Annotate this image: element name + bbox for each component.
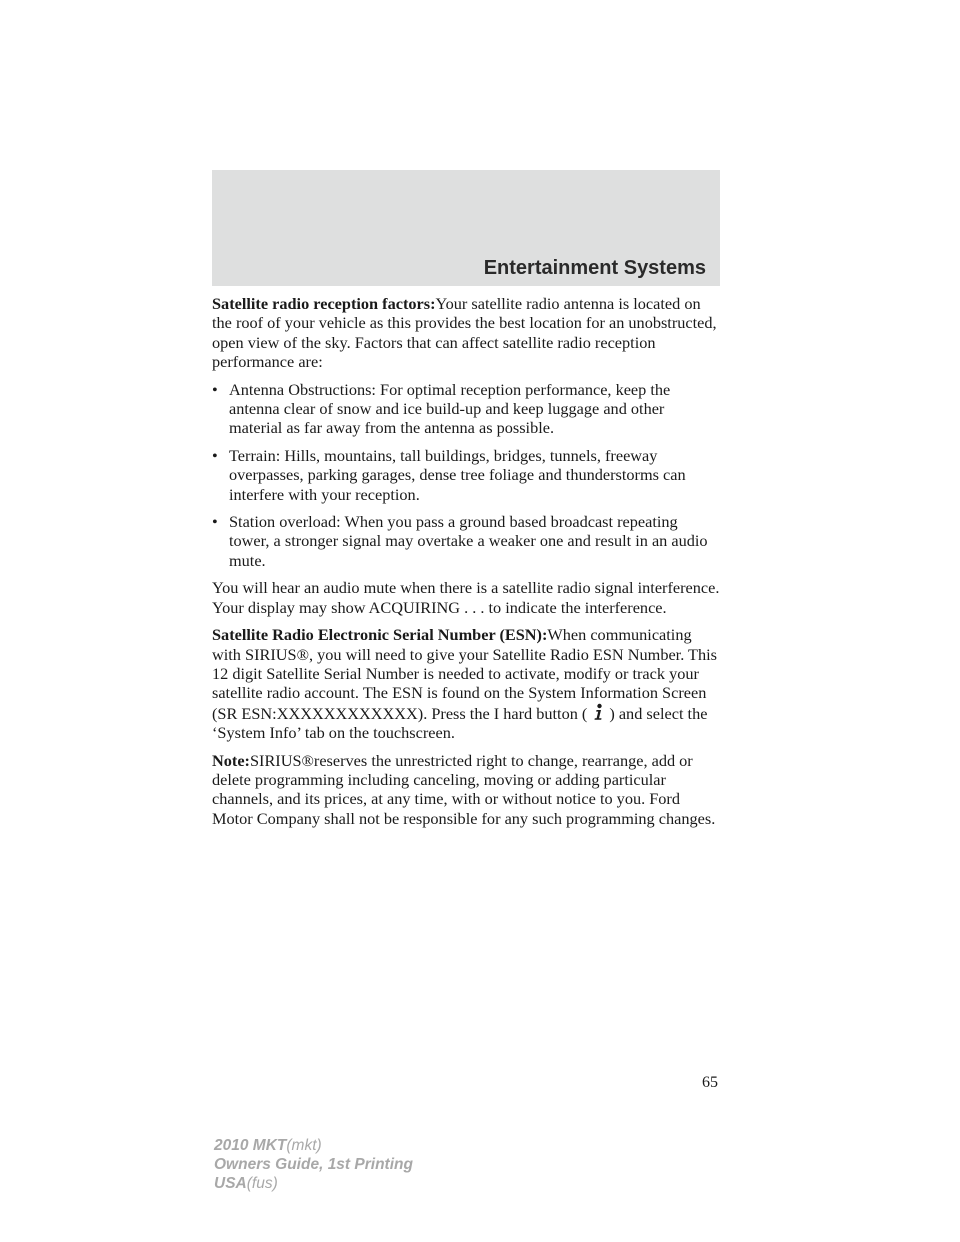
note-text: SIRIUS®reserves the unrestricted right to change, rearrange, add or delete programming including canceling, moving or adding particular channels, and its prices, at any time, with or without notice to you. Ford Motor Company shall not be responsible for any such programming changes.: [212, 750, 716, 828]
note-heading: Note:: [212, 750, 250, 770]
footer-model-code: (mkt): [286, 1137, 322, 1154]
list-item: [212, 512, 720, 570]
section-header-band: [212, 170, 720, 286]
paragraph-audio-mute: You will hear an audio mute when there is a satellite radio signal interference. Your display may show ACQUIRING . . . to indicate the interference.: [212, 578, 720, 617]
bullet: •: [212, 379, 218, 399]
esn-heading: Satellite Radio Electronic Serial Number (ESN):: [212, 625, 548, 645]
document-footer: [214, 1136, 413, 1193]
reception-factors-text: Your satellite radio antenna is located on the roof of your vehicle as this provides the best location for an unobstructed, open view of the sky. Factors that can affect satellite radio reception performance are:: [212, 294, 717, 372]
bullet: •: [212, 445, 218, 465]
page-number: 65: [702, 1074, 718, 1091]
footer-line-printing: Owners Guide, 1st Printing: [214, 1156, 413, 1173]
list-item: [212, 446, 720, 504]
footer-line-region: [214, 1174, 413, 1193]
info-icon: [589, 703, 607, 721]
footer-region-code: (fus): [246, 1175, 278, 1192]
page-content: [212, 294, 720, 836]
paragraph-reception-factors: [212, 294, 720, 372]
bullet: •: [212, 512, 218, 532]
section-title: Entertainment Systems: [483, 257, 706, 279]
list-item-text: Station overload: When you pass a ground based broadcast repeating tower, a stronger signal may overtake a weaker one and result in an audio mute.: [229, 512, 708, 570]
footer-model: 2010 MKT: [214, 1137, 287, 1154]
reception-factors-heading: Satellite radio reception factors:: [212, 294, 436, 313]
esn-text-before: When communicating with SIRIUS®, you will need to give your Satellite Radio ESN Number. This 12 digit Satellite Serial Number is needed to activate, modify or track your satellite radio account. The ESN is found on the System Information Screen (SR ESN:XXXXXXXXXXXX). Press the I hard button (: [212, 625, 717, 723]
list-item: [212, 380, 720, 438]
paragraph-esn: [212, 625, 720, 742]
esn-text-after: ) and select the ‘System Info’ tab on the touchscreen.: [212, 703, 708, 743]
footer-line-model: [214, 1136, 413, 1155]
list-item-text: Antenna Obstructions: For optimal reception performance, keep the antenna clear of snow and ice build-up and keep luggage and other material as far away from the antenna as possible.: [229, 379, 671, 438]
footer-region: USA: [214, 1175, 247, 1192]
paragraph-note: [212, 751, 720, 829]
reception-factors-list: [212, 380, 720, 571]
list-item-text: Terrain: Hills, mountains, tall buildings, bridges, tunnels, freeway overpasses, parking garages, dense tree foliage and thunderstorms can interfere with your reception.: [229, 445, 686, 504]
